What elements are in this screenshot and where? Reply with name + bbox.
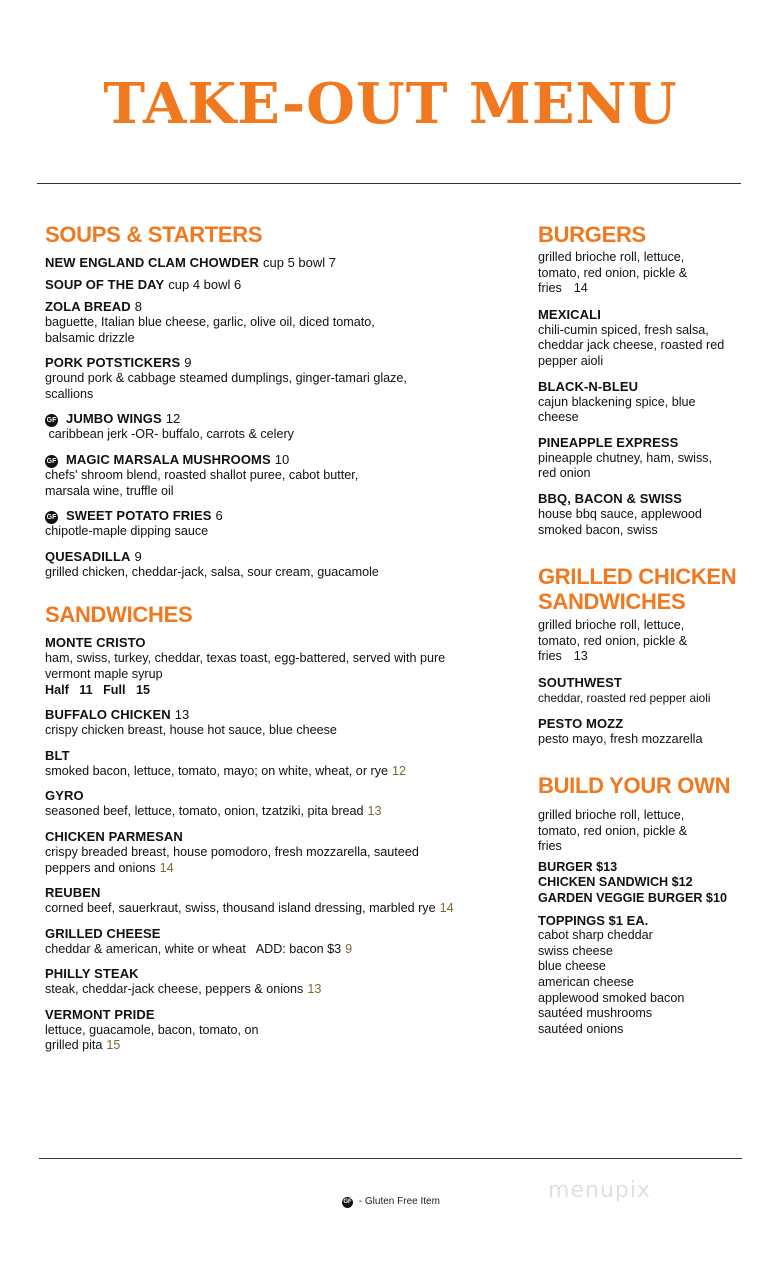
build-options [538, 860, 770, 907]
item-price: 14 [439, 901, 454, 916]
item-name: GYRO [45, 788, 84, 804]
menu-item-pineapple-express [538, 435, 770, 482]
gluten-free-icon: GF [45, 414, 58, 427]
item-price: 8 [134, 299, 142, 314]
menu-item-philly-steak [45, 966, 510, 998]
item-name: JUMBO WINGS [66, 411, 162, 427]
item-name: PORK POTSTICKERS [45, 355, 181, 371]
item-price: cup 5 bowl 7 [263, 255, 336, 270]
item-name: ZOLA BREAD [45, 299, 131, 314]
item-description: crispy breaded breast, house pomodoro, fresh mozzarella, sauteed peppers and onions [45, 844, 419, 875]
gluten-free-icon: GF [342, 1197, 353, 1208]
item-description: chefs' shroom blend, roasted shallot puree, cabot butter, marsala wine, truffle oil [45, 467, 359, 498]
item-name: BLT [45, 747, 70, 763]
menu-item-gyro [45, 788, 510, 820]
item-price: 13 [307, 982, 322, 997]
soups-section [45, 222, 510, 580]
build-option: GARDEN VEGGIE BURGER $10 [538, 891, 727, 906]
item-name: MAGIC MARSALA MUSHROOMS [66, 451, 271, 467]
legend-text: - Gluten Free Item [356, 1196, 440, 1207]
toppings-list [538, 913, 770, 1038]
item-description: ham, swiss, turkey, cheddar, texas toast, egg-battered, served with pure vermont maple syrup [45, 651, 446, 681]
item-name: PESTO MOZZ [538, 715, 624, 731]
grilled-chicken-section [538, 564, 770, 747]
item-description: cajun blackening spice, blue cheese [538, 394, 696, 425]
menu-item-zola-bread [45, 299, 510, 346]
item-price: 6 [215, 508, 223, 524]
menu-item-soup-of-the-day [45, 277, 510, 293]
item-name: BUFFALO CHICKEN [45, 707, 171, 723]
item-price: 10 [274, 451, 290, 467]
menu-item-clam-chowder [45, 255, 510, 271]
item-name: SOUP OF THE DAY [45, 277, 165, 292]
item-name: PINEAPPLE EXPRESS [538, 434, 679, 450]
intro-description: grilled brioche roll, lettuce, tomato, red onion, pickle & fries [538, 618, 688, 664]
item-name: BLACK-N-BLEU [538, 378, 639, 394]
build-option: BURGER $13 [538, 859, 618, 874]
menu-item-southwest [538, 675, 770, 707]
item-price: 12 [165, 411, 181, 427]
item-description: house bbq sauce, applewood smoked bacon, swiss [538, 506, 702, 537]
menu-item-sweet-potato-fries [45, 508, 510, 540]
item-price: 9 [184, 355, 192, 371]
build-your-own-section [538, 773, 770, 1037]
section-title-burgers: BURGERS [538, 222, 646, 247]
topping-item: swiss cheese [538, 943, 613, 958]
menu-title: TAKE-OUT MENU [103, 71, 678, 137]
item-description: pesto mayo, fresh mozzarella [538, 731, 703, 746]
section-title-soups: SOUPS & STARTERS [45, 222, 263, 247]
item-name: PHILLY STEAK [45, 966, 139, 982]
menu-item-quesadilla [45, 549, 510, 581]
item-description: chili-cumin spiced, fresh salsa, cheddar jack cheese, roasted red pepper aioli [538, 322, 725, 368]
item-price: 13 [174, 707, 190, 723]
item-description: cheddar & american, white or wheat ADD: bacon $3 [45, 941, 342, 956]
menu-item-grilled-cheese [45, 926, 510, 958]
sandwiches-section [45, 602, 510, 1054]
top-divider [37, 183, 741, 184]
item-description: pineapple chutney, ham, swiss, red onion [538, 450, 713, 481]
item-name: REUBEN [45, 885, 101, 901]
intro-description: grilled brioche roll, lettuce, tomato, red onion, pickle & fries [538, 808, 688, 854]
item-name: MEXICALI [538, 306, 601, 322]
topping-item: sautéed onions [538, 1021, 624, 1036]
menu-item-jumbo-wings [45, 411, 510, 443]
menu-item-pesto-mozz [538, 716, 770, 748]
menu-item-pork-potstickers [45, 355, 510, 402]
item-description: corned beef, sauerkraut, swiss, thousand island dressing, marbled rye [45, 901, 436, 916]
menu-item-vermont-pride [45, 1007, 510, 1054]
item-name: MONTE CRISTO [45, 635, 146, 651]
item-description: lettuce, guacamole, bacon, tomato, on grilled pita [45, 1022, 259, 1053]
right-column [538, 222, 770, 1037]
item-price: 15 [106, 1038, 121, 1053]
intro-description: grilled brioche roll, lettuce, tomato, red onion, pickle & fries [538, 250, 688, 296]
item-name: VERMONT PRIDE [45, 1006, 155, 1022]
item-description: chipotle-maple dipping sauce [45, 524, 209, 539]
item-description: crispy chicken breast, house hot sauce, blue cheese [45, 723, 337, 738]
item-price: 9 [134, 548, 142, 564]
left-column [45, 222, 510, 1063]
burgers-section [538, 222, 770, 538]
topping-item: american cheese [538, 975, 634, 990]
menu-item-buffalo-chicken [45, 707, 510, 739]
item-description: cheddar, roasted red pepper aioli [538, 690, 711, 705]
burgers-intro [538, 250, 770, 297]
item-description: seasoned beef, lettuce, tomato, onion, tzatziki, pita bread [45, 804, 364, 819]
item-name: SOUTHWEST [538, 674, 622, 690]
gluten-free-icon: GF [45, 511, 58, 524]
toppings-title: TOPPINGS $1 EA. [538, 912, 649, 928]
topping-item: blue cheese [538, 959, 606, 974]
build-intro [538, 808, 770, 855]
section-title-sandwiches: SANDWICHES [45, 602, 193, 628]
topping-item: sautéed mushrooms [538, 1006, 653, 1021]
menu-item-chicken-parmesan [45, 829, 510, 876]
item-name: GRILLED CHEESE [45, 925, 161, 941]
item-name: CHICKEN PARMESAN [45, 828, 183, 844]
item-name: SWEET POTATO FRIES [66, 508, 212, 524]
watermark: menupix [548, 1178, 651, 1203]
intro-price: 13 [573, 649, 588, 664]
item-price: 12 [392, 763, 407, 778]
item-description: smoked bacon, lettuce, tomato, mayo; on white, wheat, or rye [45, 763, 389, 778]
menu-item-monte-cristo [45, 635, 510, 698]
item-price-options: Half 11 Full 15 [45, 682, 150, 697]
item-price: 9 [345, 941, 353, 956]
section-title-grilled-chicken: GRILLED CHICKEN SANDWICHES [538, 564, 737, 615]
item-name: NEW ENGLAND CLAM CHOWDER [45, 255, 259, 270]
item-name: QUESADILLA [45, 548, 131, 564]
build-option: CHICKEN SANDWICH $12 [538, 875, 693, 890]
menu-item-black-n-bleu [538, 379, 770, 426]
gluten-free-legend [342, 1196, 440, 1208]
item-name: BBQ, BACON & SWISS [538, 490, 683, 506]
item-description: ground pork & cabbage steamed dumplings, ginger-tamari glaze, scallions [45, 371, 407, 401]
item-description: steak, cheddar-jack cheese, peppers & onions [45, 982, 304, 997]
section-title-build-your-own: BUILD YOUR OWN [538, 773, 731, 799]
menu-item-magic-marsala-mushrooms [45, 452, 510, 499]
topping-item: applewood smoked bacon [538, 990, 685, 1005]
topping-item: cabot sharp cheddar [538, 928, 653, 943]
item-description: grilled chicken, cheddar-jack, salsa, sour cream, guacamole [45, 564, 379, 579]
item-price: 13 [367, 804, 382, 819]
menu-item-reuben [45, 885, 510, 917]
intro-price: 14 [573, 281, 588, 296]
item-price: cup 4 bowl 6 [168, 277, 242, 292]
item-description: caribbean jerk -OR- buffalo, carrots & celery [45, 427, 294, 442]
menu-item-mexicali [538, 307, 770, 370]
item-price: 14 [159, 860, 174, 875]
chicken-intro [538, 618, 770, 665]
gluten-free-icon: GF [45, 455, 58, 468]
menu-item-blt [45, 748, 510, 780]
menu-item-bbq-bacon-swiss [538, 491, 770, 538]
bottom-divider [39, 1158, 742, 1159]
item-description: baguette, Italian blue cheese, garlic, olive oil, diced tomato, balsamic drizzle [45, 315, 375, 345]
